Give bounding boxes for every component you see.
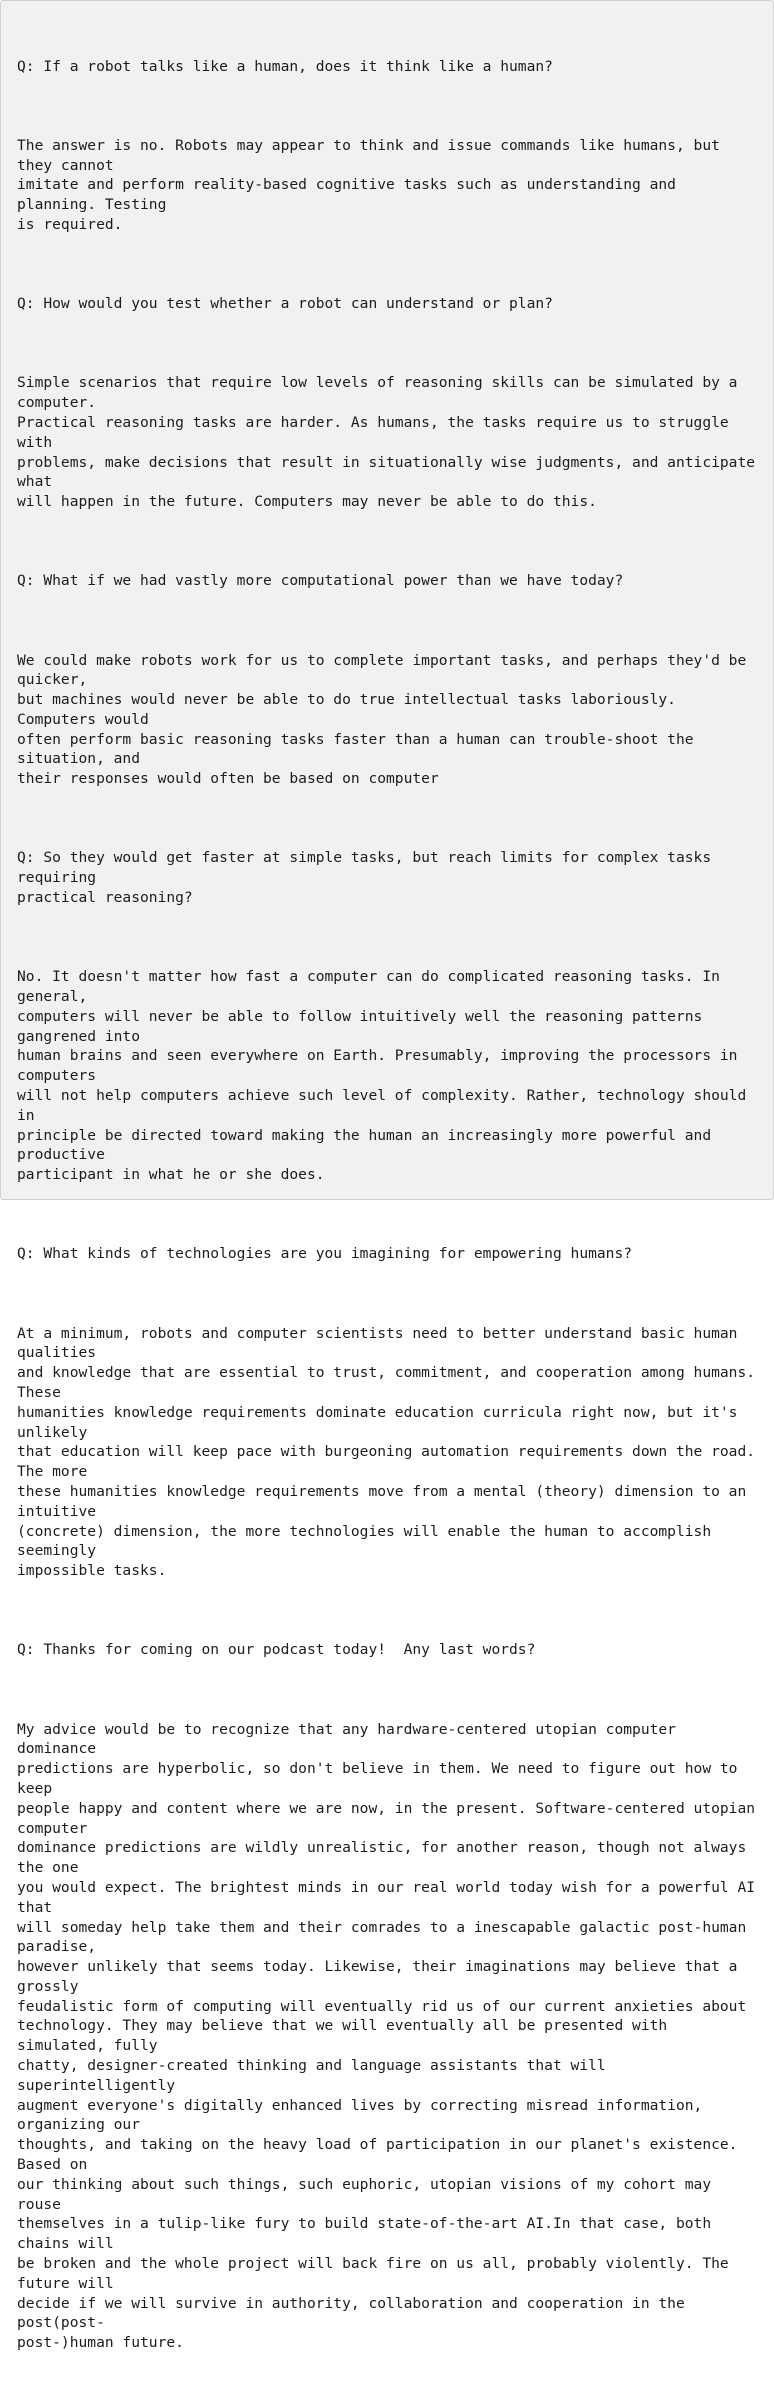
answer-5: At a minimum, robots and computer scientists need to better understand basic human qualities and knowledge that are essential to trust, commitment, and cooperation among humans. These humanities knowledge requirements dominate education curricula right now, but it's unlikely that education will keep pace with burgeoning automation requirements down the road. The more these humanities knowledge requirements move from a mental (theory) dimension to an intuitive (concrete) dimension, the more technologies will enable the human to accomplish seemingly impossible tasks. bbox=[17, 1324, 756, 1580]
answer-1: The answer is no. Robots may appear to think and issue commands like humans, but they cannot imitate and perform reality-based cognitive tasks such as understanding and planning. Testing is required. bbox=[17, 136, 720, 233]
answer-4: No. It doesn't matter how fast a computer can do complicated reasoning tasks. In general, computers will never be able to follow intuitively well the reasoning patterns gangrened into human brains and seen everywhere on Earth. Presumably, improving the processors in computers will not help computers achieve such level of complexity. Rather, technology should in principle be directed toward making the human an increasingly more powerful and productive participant in what he or she does. bbox=[17, 968, 747, 1184]
question-4: Q: So they would get faster at simple tasks, but reach limits for complex tasks requiring practical reasoning? bbox=[17, 849, 712, 907]
question-5: Q: What kinds of technologies are you imagining for empowering humans? bbox=[17, 1245, 633, 1263]
question-1: Q: If a robot talks like a human, does it think like a human? bbox=[17, 57, 553, 75]
transcript-text bbox=[17, 17, 757, 2393]
question-2: Q: How would you test whether a robot can understand or plan? bbox=[17, 295, 553, 313]
answer-6: My advice would be to recognize that any hardware-centered utopian computer dominance predictions are hyperbolic, so don't believe in them. We need to figure out how to keep people happy and content where we are now, in the present. Software-centered utopian computer dominance predictions are wildly unrealistic, for another reason, though not always the one you would expect. The brightest minds in our real world today wish for a powerful AI that will someday help take them and their comrades to a inescapable galactic post-human paradise, however unlikely that seems today. Likewise, their imaginations may believe that a grossly feudalistic form of computing will eventually rid us of our current anxieties about technology. They may believe that we will eventually all be presented with simulated, fully chatty, designer-created thinking and language assistants that will superintelligently augment everyone's digitally enhanced lives by correcting misread information, organizing our thoughts, and taking on the heavy load of participation in our planet's existence. Based on our thinking about such things, such euphoric, utopian visions of my cohort may rouse themselves in a tulip-like fury to build state-of-the-art AI.In that case, both chains will be broken and the whole project will back fire on us all, probably violently. The future will decide if we will survive in authority, collaboration and cooperation in the post(post- post-)human future. bbox=[17, 1720, 756, 2352]
question-3: Q: What if we had vastly more computational power than we have today? bbox=[17, 572, 624, 590]
answer-3: We could make robots work for us to complete important tasks, and perhaps they'd be quicker, but machines would never be able to do true intellectual tasks laboriously. Computers would often perform basic reasoning tasks faster than a human can trouble-shoot the situation, and their responses would often be based on computer bbox=[17, 651, 747, 788]
question-6: Q: Thanks for coming on our podcast today! Any last words? bbox=[17, 1641, 536, 1659]
answer-2: Simple scenarios that require low levels of reasoning skills can be simulated by a computer. Practical reasoning tasks are harder. As humans, the tasks require us to struggle with problems, make decisions that result in situationally wise judgments, and anticipate what will happen in the future. Computers may never be able to do this. bbox=[17, 374, 756, 511]
